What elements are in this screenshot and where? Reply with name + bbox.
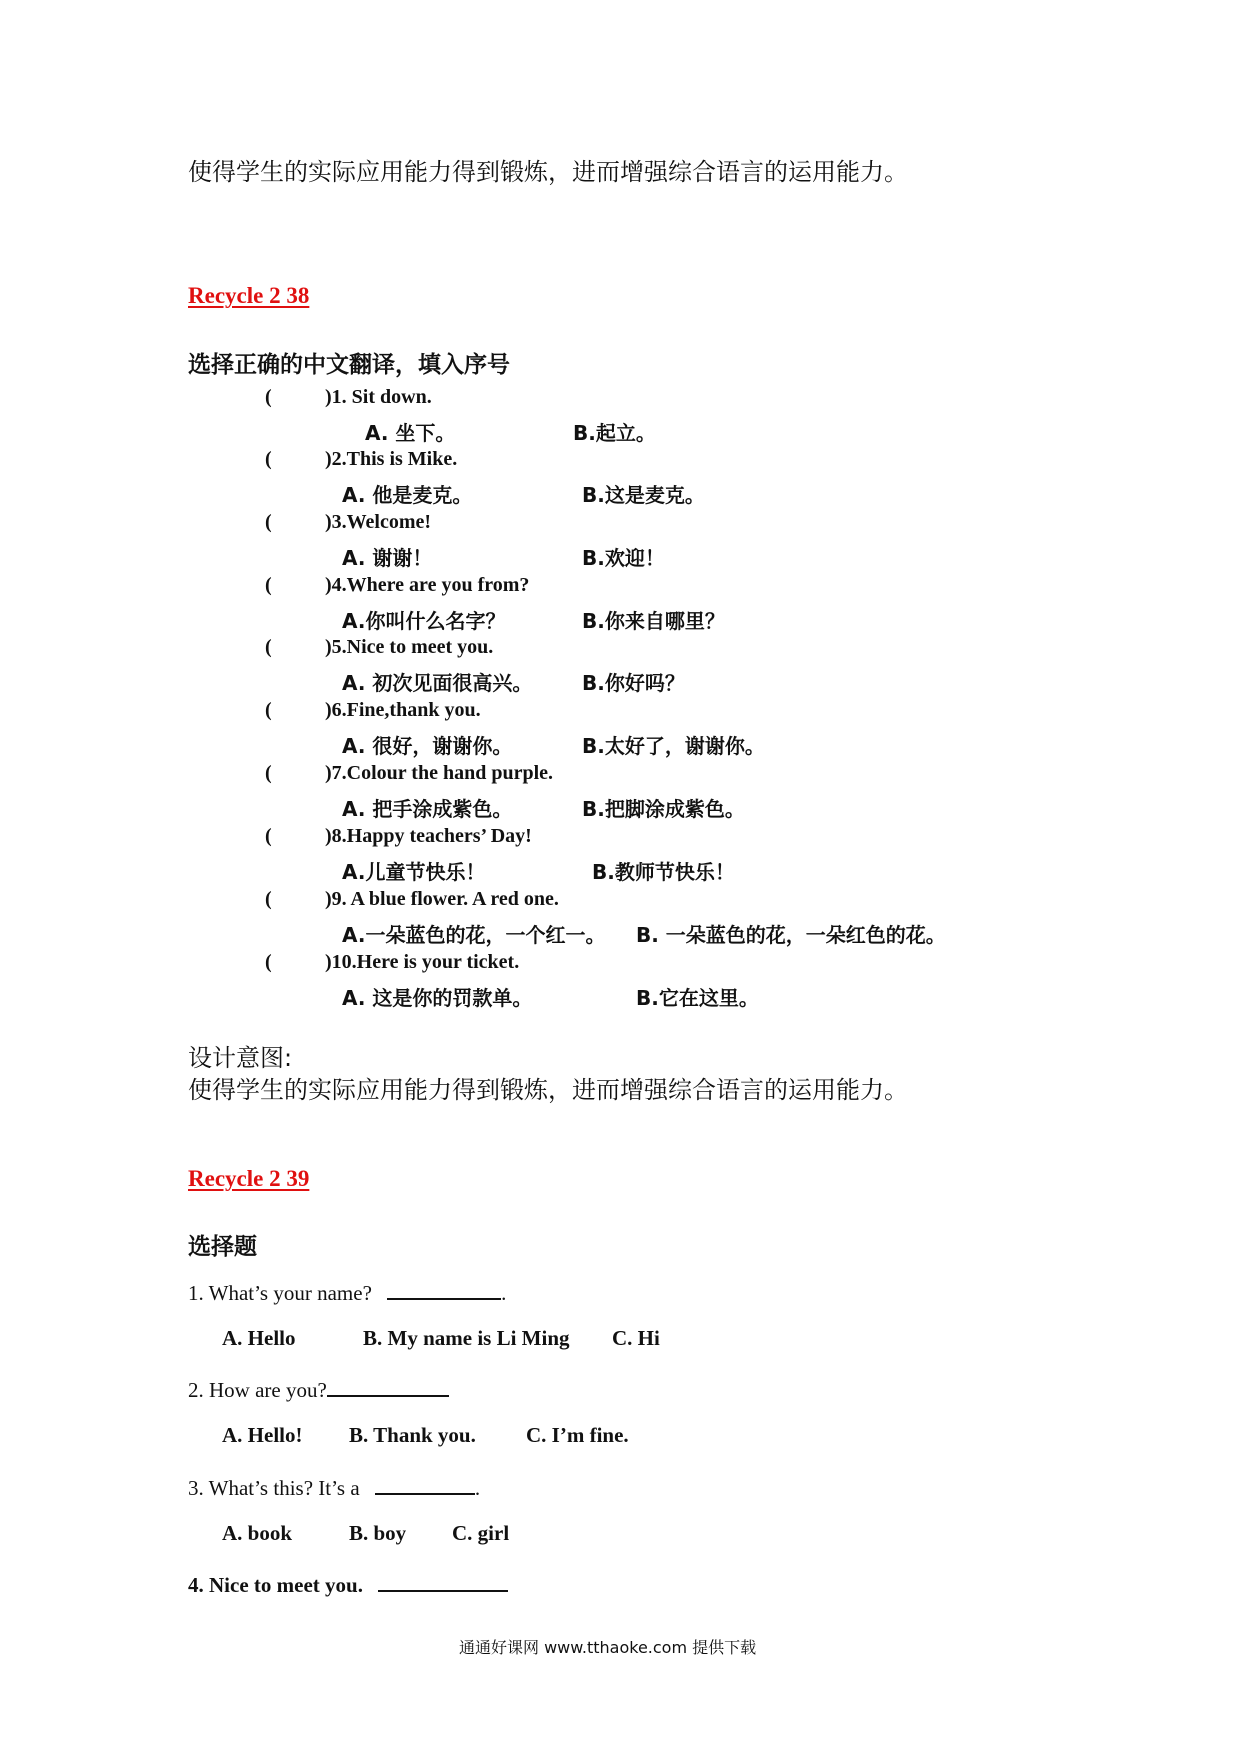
translation-question-10: [265, 951, 519, 974]
answer-bracket-9[interactable]: (: [265, 888, 272, 910]
question-text: )6.Fine,thank you.: [325, 699, 481, 721]
mc-option: B. boy: [349, 1521, 407, 1545]
option-b-7: B.把脚涂成紫色。: [582, 797, 745, 821]
question-text: )9. A blue flower. A red one.: [325, 888, 559, 910]
option-b-6: B.太好了，谢谢你。: [582, 734, 765, 758]
design-intent-label: 设计意图:: [188, 1044, 293, 1072]
option-a-2: A. 他是麦克。: [342, 483, 473, 507]
translation-question-8: [265, 825, 532, 848]
option-b-9: B. 一朵蓝色的花，一朵红色的花。: [636, 923, 946, 947]
question-text: )4.Where are you from?: [325, 574, 530, 596]
answer-bracket-1[interactable]: (: [265, 386, 272, 408]
translation-question-7: [265, 762, 553, 785]
option-a-7: A. 把手涂成紫色。: [342, 797, 513, 821]
question-text: )3.Welcome!: [325, 511, 432, 533]
answer-blank-4[interactable]: [378, 1570, 508, 1592]
question-text: )7.Colour the hand purple.: [325, 762, 554, 784]
translation-question-6: [265, 699, 481, 722]
option-a-6: A. 很好，谢谢你。: [342, 734, 513, 758]
question-text: )8.Happy teachers’ Day!: [325, 825, 532, 847]
mc-question-2: [188, 1375, 449, 1403]
question-text: )10.Here is your ticket.: [325, 951, 520, 973]
option-a-4: A.你叫什么名字？: [342, 609, 506, 633]
answer-bracket-8[interactable]: (: [265, 825, 272, 847]
mc-question-1-text: 1. What’s your name?: [188, 1281, 372, 1305]
translation-question-5: [265, 636, 493, 659]
mc-question-2-text: 2. How are you?: [188, 1378, 327, 1402]
translation-question-2: [265, 448, 457, 471]
mc-option: B. My name is Li Ming: [363, 1326, 570, 1350]
translation-question-3: [265, 511, 431, 534]
design-intent-text: 使得学生的实际应用能力得到锻炼，进而增强综合语言的运用能力。: [188, 1076, 908, 1104]
answer-bracket-3[interactable]: (: [265, 511, 272, 533]
mc-option: C. Hi: [612, 1326, 660, 1350]
option-a-10: A. 这是你的罚款单。: [342, 986, 533, 1010]
answer-blank-1-suffix: .: [501, 1281, 507, 1305]
option-b-5: B.你好吗？: [582, 671, 685, 695]
option-b-3: B.欢迎！: [582, 546, 665, 570]
option-b-4: B.你来自哪里？: [582, 609, 725, 633]
mc-option: A. Hello!: [222, 1423, 303, 1447]
question-text: )1. Sit down.: [325, 386, 432, 408]
option-a-9: A.一朵蓝色的花，一个红一。: [342, 923, 606, 947]
option-a-3: A. 谢谢！: [342, 546, 433, 570]
mc-question-4-text: 4. Nice to meet you.: [188, 1573, 363, 1597]
page-footer: 通通好课网 www.tthaoke.com 提供下载: [459, 1638, 757, 1657]
answer-bracket-6[interactable]: (: [265, 699, 272, 721]
answer-blank-1[interactable]: [387, 1278, 501, 1300]
option-a-5: A. 初次见面很高兴。: [342, 671, 533, 695]
answer-bracket-2[interactable]: (: [265, 448, 272, 470]
mc-question-3-text: 3. What’s this? It’s a: [188, 1476, 360, 1500]
option-b-2: B.这是麦克。: [582, 483, 705, 507]
section-39-heading: Recycle 2 39: [188, 1166, 310, 1191]
option-a-1: A. 坐下。: [365, 421, 456, 445]
mc-question-1: [188, 1278, 506, 1306]
mc-question-3: [188, 1473, 480, 1501]
answer-bracket-7[interactable]: (: [265, 762, 272, 784]
answer-bracket-4[interactable]: (: [265, 574, 272, 596]
option-b-8: B.教师节快乐！: [592, 860, 735, 884]
mc-option: C. I’m fine.: [526, 1423, 629, 1447]
answer-blank-2[interactable]: [327, 1375, 449, 1397]
answer-bracket-5[interactable]: (: [265, 636, 272, 658]
option-b-10: B.它在这里。: [636, 986, 759, 1010]
section-39-instruction: 选择题: [188, 1234, 257, 1260]
question-text: )2.This is Mike.: [325, 448, 458, 470]
section-38-instruction: 选择正确的中文翻译，填入序号: [188, 352, 510, 378]
translation-question-4: [265, 574, 529, 597]
answer-blank-3[interactable]: [375, 1473, 475, 1495]
question-text: )5.Nice to meet you.: [325, 636, 494, 658]
answer-blank-3-suffix: .: [474, 1476, 481, 1500]
mc-question-4: [188, 1570, 508, 1598]
option-b-1: B.起立。: [573, 421, 656, 445]
answer-bracket-10[interactable]: (: [265, 951, 272, 973]
mc-option: A. Hello: [222, 1326, 296, 1350]
mc-option: A. book: [222, 1521, 293, 1545]
mc-option: B. Thank you.: [349, 1423, 476, 1447]
option-a-8: A.儿童节快乐！: [342, 860, 486, 884]
mc-option: C. girl: [452, 1521, 510, 1545]
section-38-heading: Recycle 2 38: [188, 283, 310, 308]
translation-question-9: [265, 888, 559, 911]
intro-line: 使得学生的实际应用能力得到锻炼，进而增强综合语言的运用能力。: [188, 158, 908, 186]
translation-question-1: [265, 386, 432, 409]
